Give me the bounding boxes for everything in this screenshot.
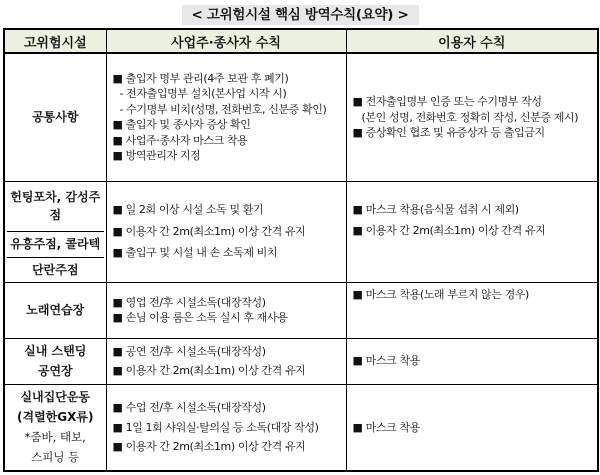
user-rules — [346, 181, 598, 282]
employer-rules — [106, 384, 346, 471]
facility-line: 스피닝 등 — [31, 450, 80, 465]
facility-entertainment-bar: 유흥주점, 콜라텍 — [7, 232, 104, 258]
facility-line: (격렬한GX류) — [17, 410, 94, 425]
header-employer: 사업주·종사자 수칙 — [106, 29, 346, 53]
list-item: ■ 출입구 및 시설 내 손 소독제 비치 — [112, 246, 278, 260]
user-rules — [346, 338, 598, 384]
list-item: ■ 이용자 간 2m(최소1m) 이상 간격 유지 — [112, 364, 306, 377]
employer-rules — [106, 53, 346, 181]
facility-line: *줌바, 태보, — [24, 430, 86, 445]
facility-cell — [4, 181, 106, 282]
list-item: ■ 이용자 간 2m(최소1m) 이상 간격 유지 — [112, 224, 306, 238]
list-item: ■ 영업 전/후 시설소독(대장작성) — [112, 295, 266, 309]
list-item: - 전자출입명부 설치(본사업 시작 시) — [119, 87, 287, 101]
list-item: ■ 수업 전/후 시설소독(대장작성) — [112, 401, 266, 414]
header-row — [4, 29, 598, 53]
header-user: 이용자 수칙 — [346, 29, 598, 53]
table-row — [4, 181, 598, 282]
list-item: - 수기명부 비치(성명, 전화번호, 신분증 확인) — [119, 102, 327, 116]
list-item: ■ 사업주·종사자 마스크 착용 — [112, 133, 248, 147]
table-row — [4, 384, 598, 471]
list-item: ■ 출입자 명부 관리(4주 보관 후 폐기) — [112, 71, 289, 85]
list-item: ■ 전자출입명부 인증 또는 수기명부 작성 — [352, 95, 542, 108]
list-item: ■ 이용자 간 2m(최소1m) 이상 간격 유지 — [352, 224, 546, 237]
list-item: ■ 공연 전/후 시설소독(대장작성) — [112, 344, 266, 358]
table-row — [4, 282, 598, 338]
facility-line: 실내 스탠딩 — [24, 344, 87, 358]
list-item: ■ 이용자 간 2m(최소1m) 이상 간격 유지 — [112, 440, 306, 453]
employer-rules — [106, 338, 346, 384]
facility-cell: 노래연습장 — [4, 282, 106, 338]
employer-rules — [106, 282, 346, 338]
list-item: ■ 마스크 착용(노래 부르지 않는 경우) — [352, 287, 529, 301]
list-item: ■ 증상확인 협조 및 유증상자 등 출입금지 — [352, 126, 545, 139]
facility-line: 실내집단운동 — [20, 390, 91, 405]
table-row — [4, 53, 598, 181]
facility-hunting-pocha: 헌팅포차, 감성주점 — [7, 182, 104, 232]
list-item: ■ 방역관리자 지정 — [112, 149, 201, 163]
list-item: ■ 마스크 착용 — [352, 420, 420, 434]
user-rules — [346, 53, 598, 181]
page-title: < 고위험시설 핵심 방역수칙(요약) > — [182, 5, 419, 25]
employer-rules — [106, 181, 346, 282]
facility-cell — [4, 338, 106, 384]
list-item: (본인 성명, 전화번호 정확히 작성, 신분증 제시) — [361, 110, 579, 124]
list-item: ■ 마스크 착용(음식물 섭취 시 제외) — [352, 202, 519, 216]
facility-cell — [4, 384, 106, 471]
list-item: ■ 1일 1회 샤워실·탈의실 등 소독(대장 작성) — [112, 420, 319, 434]
user-rules — [346, 282, 598, 338]
user-rules — [346, 384, 598, 471]
list-item: ■ 손님 이용 룸은 소독 실시 후 재사용 — [112, 311, 288, 324]
list-item: ■ 출입자 및 종사자 증상 확인 — [112, 118, 251, 132]
list-item: ■ 일 2회 이상 시설 소독 및 환기 — [112, 203, 264, 217]
header-facility: 고위험시설 — [4, 29, 106, 53]
guidelines-table — [3, 28, 599, 472]
table-row — [4, 338, 598, 384]
facility-danran-bar: 단란주점 — [32, 262, 79, 277]
list-item: ■ 마스크 착용 — [352, 354, 420, 368]
facility-cell: 공통사항 — [4, 53, 106, 181]
title-area — [0, 0, 600, 28]
facility-line: 공연장 — [37, 364, 73, 378]
